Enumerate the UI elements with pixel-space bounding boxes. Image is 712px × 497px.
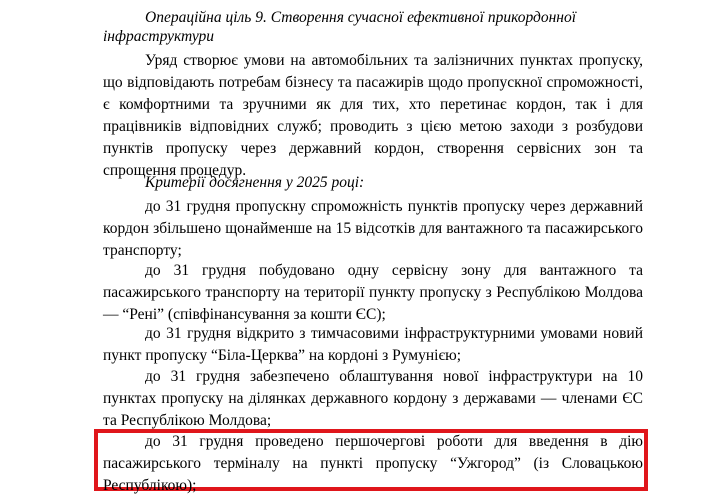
criterion-item: до 31 грудня відкрито з тимчасовими інфраструктурними умовами новий пункт пропуску “Біла-Церква” на кордоні з Румунією; (103, 325, 643, 364)
section-heading (103, 8, 643, 46)
criterion-item: до 31 грудня пропускну спроможність пунктів пропуску через державний кордон збільшено щонайменше на 15 відсотків для вантажного та пасажирського транспорту; (103, 198, 643, 259)
intro-paragraph: Уряд створює умови на автомобільних та залізничних пунктах пропуску, що відповідають потребам бізнесу та пасажирів щодо пропускної спроможності, є комфортними та зручними як для тих, хто перетинає кордон, так і для працівників відповідних служб; проводить з цією метою заходи з розбудови пунктів пропуску через державний кордон, створення сервісних зон та спрощення процедур. (103, 52, 643, 179)
criterion-item: до 31 грудня побудовано одну сервісну зону для вантажного та пасажирського транспорту на території пункту пропуску з Республікою Молдова — “Рені” (співфінансування за кошти ЄС); (103, 262, 643, 323)
criterion-item-highlighted: до 31 грудня проведено першочергові роботи для введення в дію пасажирського терміналу на пункті пропуску “Ужгород” (із Словацькою Республікою); (103, 433, 643, 494)
criteria-title: Критерії досягнення у 2025 році: (145, 174, 365, 191)
criterion-item: до 31 грудня забезпечено облаштування нової інфраструктури на 10 пунктах пропуску на ділянках державного кордону з державами — членами ЄС та Республікою Молдова; (103, 368, 643, 429)
section-heading-line1: Операційна ціль 9. Створення сучасної ефективної прикордонної (145, 9, 577, 26)
section-heading-line2: інфраструктури (103, 28, 215, 45)
